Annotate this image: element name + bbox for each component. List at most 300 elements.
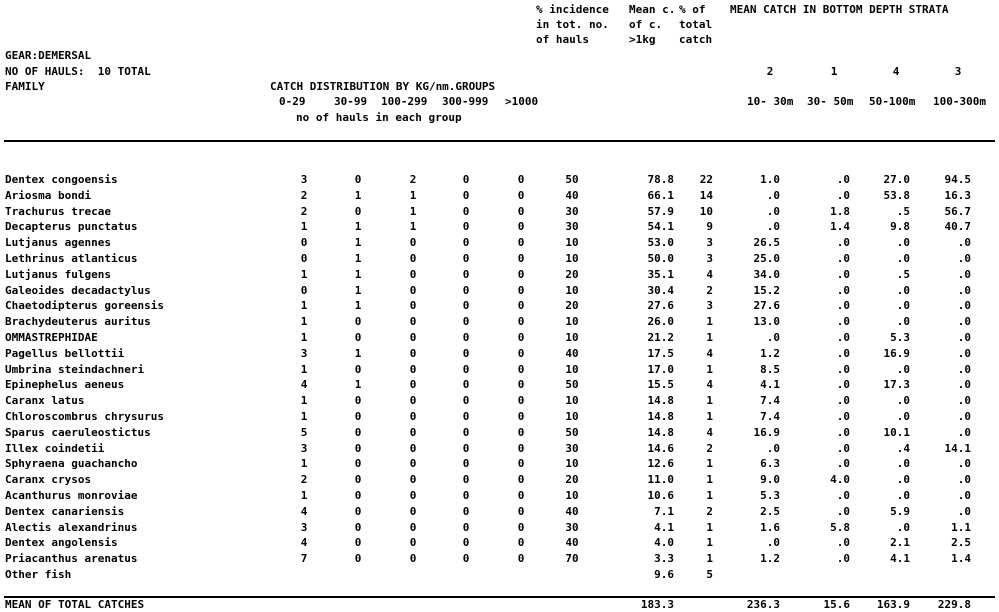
haul-count: 0 [462,473,470,487]
strata-number: 3 [954,65,962,78]
stratum-value: .5 [896,267,910,281]
table-row [0,458,999,473]
stratum-value: .0 [766,220,780,234]
species-name: Dentex canariensis [5,504,125,518]
percent-catch-value: 9 [706,220,713,234]
dist-group-label: 300-999 [442,95,489,108]
percent-catch-value: 5 [706,568,713,581]
dist-group-label: 30-99 [334,95,368,108]
stratum-value: .0 [896,299,910,313]
mean-catch-value: 15.5 [647,378,674,392]
species-name: Brachydeuterus auritus [5,315,151,329]
stratum-value: 56.7 [944,204,971,218]
haul-count: 0 [409,346,417,360]
stratum-value: 6.3 [760,457,780,471]
stratum-value: 2.5 [951,536,971,550]
stratum-value: .0 [836,188,850,202]
table-row [0,506,999,521]
table-row [0,395,999,410]
total-mean: 183.3 [640,598,674,611]
haul-count: 0 [462,504,470,518]
stratum-value: 34.0 [753,267,780,281]
species-name: Lutjanus agennes [5,236,111,250]
table-row [0,522,999,537]
table-row [0,364,999,379]
strata-number: 1 [830,65,838,78]
stratum-value: .0 [836,315,850,329]
incidence-value: 10 [565,457,579,471]
haul-count: 0 [462,252,470,265]
species-name: Chloroscombrus chrysurus [5,410,164,423]
table-row [0,237,999,252]
haul-count: 4 [300,378,308,392]
stratum-value: 5.3 [890,331,910,344]
incidence-value: 10 [565,331,579,344]
haul-count: 2 [409,173,417,186]
species-name: Pagellus bellottii [5,346,125,360]
haul-count: 3 [300,441,308,455]
haul-count: 0 [354,410,362,423]
haul-count: 2 [300,204,308,218]
table-row [0,206,999,221]
haul-count: 1 [354,283,362,297]
haul-count: 0 [354,489,362,502]
percent-catch-value: 14 [699,188,713,202]
stratum-value: .0 [896,489,910,502]
stratum-value: .4 [896,441,910,455]
haul-count: 1 [354,252,362,265]
distribution-subtitle: no of hauls in each group [296,111,462,124]
species-name: Ariosma bondi [5,188,92,202]
haul-count: 0 [409,236,417,250]
haul-count: 0 [409,299,417,313]
incidence-value: 30 [565,204,579,218]
incidence-value: 40 [565,346,579,360]
stratum-value: .0 [896,252,910,265]
stratum-value: .0 [957,346,971,360]
haul-count: 0 [354,173,362,186]
haul-count: 0 [409,315,417,329]
haul-count: 1 [300,394,308,408]
stratum-value: .0 [896,473,910,487]
haul-count: 0 [517,536,525,550]
incidence-value: 10 [565,283,579,297]
mean-catch-value: 4.1 [654,520,674,534]
haul-count: 1 [409,204,417,218]
incidence-value: 10 [565,315,579,329]
incidence-value: 30 [565,220,579,234]
stratum-value: .0 [836,362,850,376]
species-name: Dentex congoensis [5,173,118,186]
haul-count: 0 [517,173,525,186]
haul-count: 0 [517,441,525,455]
haul-count: 0 [462,236,470,250]
haul-count: 0 [409,536,417,550]
stratum-value: .0 [957,457,971,471]
stratum-value: 1.1 [951,520,971,534]
haul-count: 4 [300,504,308,518]
stratum-value: 5.9 [890,504,910,518]
haul-count: 2 [300,188,308,202]
mean-catch-value: 57.9 [647,204,674,218]
stratum-value: .5 [896,204,910,218]
percent-catch-value: 22 [699,173,713,186]
stratum-value: 16.3 [944,188,971,202]
stratum-value: .0 [957,252,971,265]
stratum-value: 25.0 [753,252,780,265]
species-name: Chaetodipterus goreensis [5,299,164,313]
haul-count: 3 [300,173,308,186]
haul-count: 1 [354,220,362,234]
stratum-value: .0 [957,299,971,313]
incidence-value: 20 [565,267,579,281]
haul-count: 1 [354,378,362,392]
percent-catch-value: 1 [706,362,713,376]
haul-count: 1 [354,346,362,360]
header-divider [4,140,995,142]
stratum-value: 7.4 [760,410,780,423]
strata-range: 30- 50m [807,95,854,108]
mean-catch-value: 27.6 [647,299,674,313]
haul-count: 0 [354,536,362,550]
haul-count: 0 [354,473,362,487]
species-name: Sparus caeruleostictus [5,425,151,439]
species-name: Dentex angolensis [5,536,118,550]
stratum-value: 26.5 [753,236,780,250]
haul-count: 0 [517,473,525,487]
stratum-value: 10.1 [883,425,910,439]
strata-title: MEAN CATCH IN BOTTOM DEPTH STRATA [730,3,949,16]
haul-count: 0 [517,425,525,439]
haul-count: 0 [409,331,417,344]
haul-count: 0 [517,204,525,218]
percent-catch-value: 1 [706,410,713,423]
strata-number: 2 [766,65,774,78]
haul-count: 1 [409,220,417,234]
percent-catch-value: 1 [706,536,713,550]
haul-count: 1 [300,362,308,376]
stratum-value: 5.8 [830,520,850,534]
species-name: Other fish [5,568,72,581]
total-stratum: 236.3 [746,598,780,611]
mean-header-3: >1kg [629,33,656,46]
haul-count: 0 [462,173,470,186]
stratum-value: .0 [836,552,850,566]
stratum-value: 1.4 [951,552,971,566]
stratum-value: .0 [836,457,850,471]
species-name: Trachurus trecae [5,204,111,218]
haul-count: 0 [409,283,417,297]
stratum-value: 9.8 [890,220,910,234]
haul-count: 5 [300,425,308,439]
mean-catch-value: 50.0 [647,252,674,265]
stratum-value: .0 [766,204,780,218]
haul-count: 1 [300,267,308,281]
haul-count: 0 [300,283,308,297]
haul-count: 0 [462,315,470,329]
haul-count: 0 [517,252,525,265]
table-row [0,411,999,426]
haul-count: 0 [462,410,470,423]
stratum-value: 27.6 [753,299,780,313]
stratum-value: 5.3 [760,489,780,502]
stratum-value: .0 [836,410,850,423]
incidence-value: 10 [565,394,579,408]
stratum-value: .0 [957,425,971,439]
stratum-value: .0 [836,394,850,408]
mean-catch-value: 21.2 [647,331,674,344]
table-row [0,190,999,205]
stratum-value: .0 [836,267,850,281]
haul-count: 4 [300,536,308,550]
haul-count: 0 [462,188,470,202]
haul-count: 1 [354,236,362,250]
stratum-value: 16.9 [883,346,910,360]
stratum-value: 4.1 [890,552,910,566]
haul-count: 0 [517,504,525,518]
species-name: OMMASTREPHIDAE [5,331,98,344]
stratum-value: .0 [957,378,971,392]
stratum-value: .0 [957,504,971,518]
haul-count: 0 [517,362,525,376]
stratum-value: .0 [896,283,910,297]
percent-catch-value: 2 [706,504,713,518]
stratum-value: .0 [836,236,850,250]
dist-group-label: 100-299 [381,95,428,108]
haul-count: 0 [462,299,470,313]
haul-count: 0 [462,441,470,455]
haul-count: 0 [462,267,470,281]
stratum-value: .0 [836,536,850,550]
stratum-value: 16.9 [753,425,780,439]
table-row [0,490,999,505]
haul-count: 0 [462,425,470,439]
stratum-value: .0 [957,315,971,329]
table-row [0,174,999,189]
percent-catch-value: 1 [706,473,713,487]
stratum-value: .0 [766,441,780,455]
mean-catch-value: 14.6 [647,441,674,455]
percent-catch-value: 4 [706,346,713,360]
stratum-value: 9.0 [760,473,780,487]
mean-catch-value: 17.5 [647,346,674,360]
stratum-value: .0 [766,536,780,550]
haul-count: 0 [409,425,417,439]
haul-count: 3 [300,346,308,360]
stratum-value: .0 [896,362,910,376]
haul-count: 3 [300,520,308,534]
table-row [0,427,999,442]
table-row [0,285,999,300]
hauls-label: NO OF HAULS: 10 TOTAL [5,65,151,78]
species-name: Priacanthus arenatus [5,552,138,566]
haul-count: 0 [354,520,362,534]
incidence-value: 50 [565,378,579,392]
stratum-value: .0 [836,346,850,360]
mean-catch-value: 30.4 [647,283,674,297]
species-name: Lethrinus atlanticus [5,252,138,265]
haul-count: 0 [517,346,525,360]
haul-count: 0 [354,204,362,218]
haul-count: 0 [517,236,525,250]
haul-count: 0 [462,331,470,344]
table-row [0,253,999,268]
incidence-value: 10 [565,489,579,502]
stratum-value: 15.2 [753,283,780,297]
percent-catch-value: 3 [706,252,713,265]
haul-count: 0 [409,489,417,502]
incidence-header-3: of hauls [536,33,589,46]
stratum-value: .0 [896,236,910,250]
mean-header-1: Mean c. [629,3,676,16]
incidence-value: 40 [565,536,579,550]
percent-catch-value: 1 [706,394,713,408]
stratum-value: 1.2 [760,346,780,360]
mean-catch-value: 12.6 [647,457,674,471]
table-row [0,269,999,284]
pct-header-3: catch [679,33,713,46]
haul-count: 7 [300,552,308,566]
strata-range: 100-300m [933,95,986,108]
dist-group-label: >1000 [505,95,539,108]
percent-catch-value: 3 [706,236,713,250]
stratum-value: 1.2 [760,552,780,566]
stratum-value: .0 [896,520,910,534]
haul-count: 0 [409,362,417,376]
incidence-value: 10 [565,362,579,376]
haul-count: 0 [300,236,308,250]
incidence-value: 10 [565,236,579,250]
mean-catch-value: 14.8 [647,425,674,439]
haul-count: 1 [300,410,308,423]
mean-catch-value: 53.0 [647,236,674,250]
haul-count: 0 [409,441,417,455]
table-row [0,221,999,236]
incidence-value: 20 [565,299,579,313]
mean-catch-value: 7.1 [654,504,674,518]
stratum-value: .0 [836,299,850,313]
stratum-value: 7.4 [760,394,780,408]
haul-count: 1 [300,457,308,471]
haul-count: 0 [517,489,525,502]
stratum-value: 14.1 [944,441,971,455]
haul-count: 0 [462,346,470,360]
mean-catch-value: 66.1 [647,188,674,202]
haul-count: 0 [354,315,362,329]
mean-catch-value: 14.8 [647,410,674,423]
haul-count: 0 [409,252,417,265]
species-name: Sphyraena guachancho [5,457,138,471]
haul-count: 0 [517,520,525,534]
haul-count: 0 [462,536,470,550]
haul-count: 0 [517,394,525,408]
strata-range: 50-100m [869,95,916,108]
incidence-value: 70 [565,552,579,566]
stratum-value: .0 [957,283,971,297]
haul-count: 0 [409,552,417,566]
species-name: Illex coindetii [5,441,105,455]
stratum-value: 94.5 [944,173,971,186]
stratum-value: .0 [836,441,850,455]
family-label: FAMILY [5,80,45,93]
percent-catch-value: 3 [706,299,713,313]
stratum-value: 1.8 [830,204,850,218]
mean-catch-value: 35.1 [647,267,674,281]
haul-count: 0 [354,425,362,439]
percent-catch-value: 4 [706,425,713,439]
stratum-value: .0 [896,457,910,471]
haul-count: 1 [300,220,308,234]
haul-count: 0 [409,473,417,487]
stratum-value: .0 [836,252,850,265]
percent-catch-value: 4 [706,267,713,281]
incidence-value: 50 [565,173,579,186]
species-name: Epinephelus aeneus [5,378,125,392]
haul-count: 0 [409,267,417,281]
table-row [0,379,999,394]
incidence-value: 50 [565,425,579,439]
haul-count: 1 [300,489,308,502]
stratum-value: .0 [836,283,850,297]
haul-count: 0 [354,362,362,376]
mean-catch-value: 54.1 [647,220,674,234]
table-row [0,443,999,458]
table-row [0,332,999,347]
haul-count: 0 [462,552,470,566]
mean-catch-value: 26.0 [647,315,674,329]
species-name: Decapterus punctatus [5,220,138,234]
gear-label: GEAR:DEMERSAL [5,49,92,62]
haul-count: 0 [517,552,525,566]
stratum-value: .0 [766,331,780,344]
percent-catch-value: 1 [706,331,713,344]
haul-count: 0 [462,362,470,376]
haul-count: 0 [462,394,470,408]
haul-count: 1 [354,267,362,281]
haul-count: 0 [517,267,525,281]
incidence-header-1: % incidence [536,3,609,16]
strata-range: 10- 30m [747,95,794,108]
haul-count: 0 [354,457,362,471]
incidence-value: 10 [565,410,579,423]
stratum-value: 4.0 [830,473,850,487]
haul-count: 0 [409,504,417,518]
stratum-value: .0 [896,315,910,329]
mean-catch-value: 14.8 [647,394,674,408]
haul-count: 0 [517,457,525,471]
haul-count: 0 [300,252,308,265]
dist-group-label: 0-29 [279,95,306,108]
stratum-value: 1.0 [760,173,780,186]
percent-catch-value: 2 [706,441,713,455]
percent-catch-value: 1 [706,457,713,471]
total-stratum: 229.8 [937,598,971,611]
stratum-value: .0 [957,267,971,281]
haul-count: 0 [354,552,362,566]
stratum-value: 1.4 [830,220,850,234]
stratum-value: .0 [836,504,850,518]
stratum-value: .0 [836,425,850,439]
haul-count: 0 [462,378,470,392]
table-row [0,537,999,552]
haul-count: 0 [354,441,362,455]
haul-count: 0 [462,283,470,297]
haul-count: 1 [354,299,362,313]
haul-count: 0 [354,394,362,408]
pct-header-1: % of [679,3,706,16]
stratum-value: 1.6 [760,520,780,534]
haul-count: 1 [409,188,417,202]
